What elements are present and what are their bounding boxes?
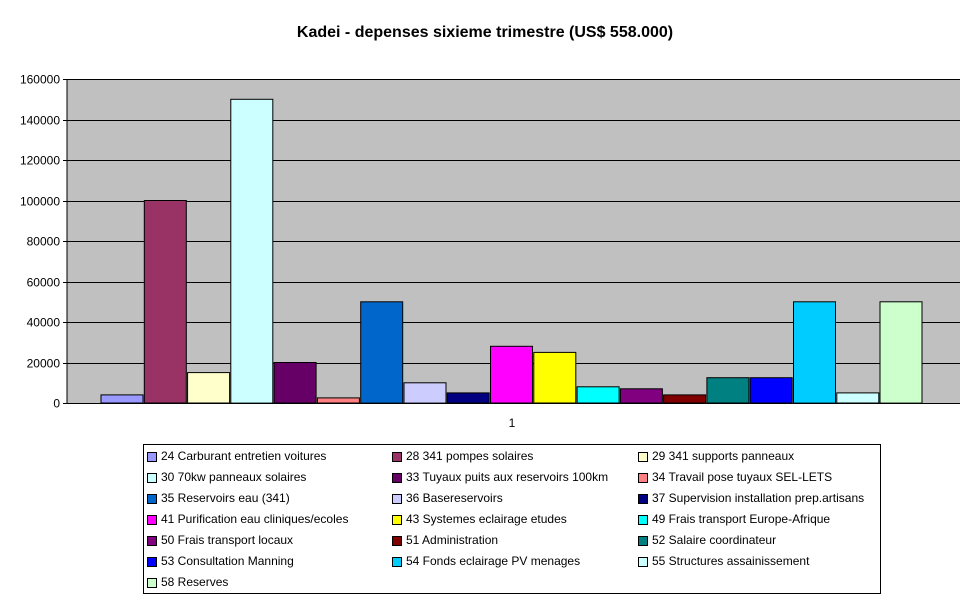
legend-label: 49 Frais transport Europe-Afrique (652, 512, 831, 526)
bar (750, 378, 792, 403)
bar (317, 398, 359, 403)
chart-title: Kadei - depenses sixieme trimestre (US$ 558.000) (296, 24, 674, 41)
bar (707, 378, 749, 403)
y-ticks (20, 73, 67, 411)
legend-swatch (392, 494, 402, 504)
legend-label: 41 Purification eau cliniques/ecoles (161, 512, 349, 526)
legend-label: 37 Supervision installation prep.artisans (652, 491, 865, 505)
legend-label: 52 Salaire coordinateur (652, 533, 777, 547)
bar (577, 387, 619, 403)
bar (620, 389, 662, 403)
legend-swatch (638, 452, 648, 462)
legend-label: 30 70kw panneaux solaires (161, 470, 307, 484)
legend-label: 36 Basereservoirs (406, 491, 503, 505)
legend-label: 43 Systemes eclairage etudes (406, 512, 567, 526)
legend-label: 51 Administration (406, 533, 499, 547)
y-tick-label: 20000 (26, 356, 60, 371)
legend-label: 29 341 supports panneaux (652, 449, 795, 463)
legend-label: 50 Frais transport locaux (161, 533, 294, 547)
legend-swatch (147, 494, 157, 504)
bar (361, 302, 403, 403)
y-tick-label: 120000 (19, 153, 60, 168)
legend-swatch (638, 515, 648, 525)
legend-swatch (147, 515, 157, 525)
legend-swatch (147, 536, 157, 546)
legend-label: 35 Reservoirs eau (341) (161, 491, 290, 505)
legend-swatch (147, 557, 157, 567)
legend-swatch (638, 557, 648, 567)
bar (274, 363, 316, 404)
legend-label: 54 Fonds eclairage PV menages (406, 554, 581, 568)
bar (534, 352, 576, 403)
legend-label: 53 Consultation Manning (161, 554, 294, 568)
y-tick-label: 0 (53, 396, 60, 411)
bar (837, 393, 879, 403)
bar (144, 201, 186, 404)
legend-label: 28 341 pompes solaires (406, 449, 534, 463)
legend-label: 34 Travail pose tuyaux SEL-LETS (652, 470, 833, 484)
x-tick-label: 1 (508, 416, 516, 430)
legend-swatch (147, 452, 157, 462)
legend-label: 24 Carburant entretien voitures (161, 449, 327, 463)
y-tick-label: 100000 (19, 194, 60, 209)
legend-swatch (638, 494, 648, 504)
bar (794, 302, 836, 403)
bar (231, 99, 273, 403)
y-tick-label: 60000 (26, 275, 60, 290)
legend-label: 58 Reserves (161, 575, 229, 589)
bar (101, 395, 143, 403)
legend-swatch (147, 578, 157, 588)
y-tick-label: 140000 (19, 113, 60, 128)
y-tick-label: 40000 (26, 315, 60, 330)
legend-swatch (392, 452, 402, 462)
legend-swatch (392, 473, 402, 483)
bar (447, 393, 489, 403)
y-tick-label: 160000 (19, 72, 60, 87)
y-tick-label: 80000 (26, 234, 60, 249)
legend-swatch (392, 515, 402, 525)
legend-label: 33 Tuyaux puits aux reservoirs 100km (406, 470, 609, 484)
bar (880, 302, 922, 403)
legend-swatch (392, 557, 402, 567)
bar (188, 373, 230, 403)
legend-swatch (638, 536, 648, 546)
legend-swatch (638, 473, 648, 483)
legend-swatch (392, 536, 402, 546)
legend-label: 55 Structures assainissement (652, 554, 810, 568)
bar (404, 383, 446, 403)
legend-swatch (147, 473, 157, 483)
bar (664, 395, 706, 403)
legend (143, 444, 881, 594)
bar (491, 346, 533, 403)
